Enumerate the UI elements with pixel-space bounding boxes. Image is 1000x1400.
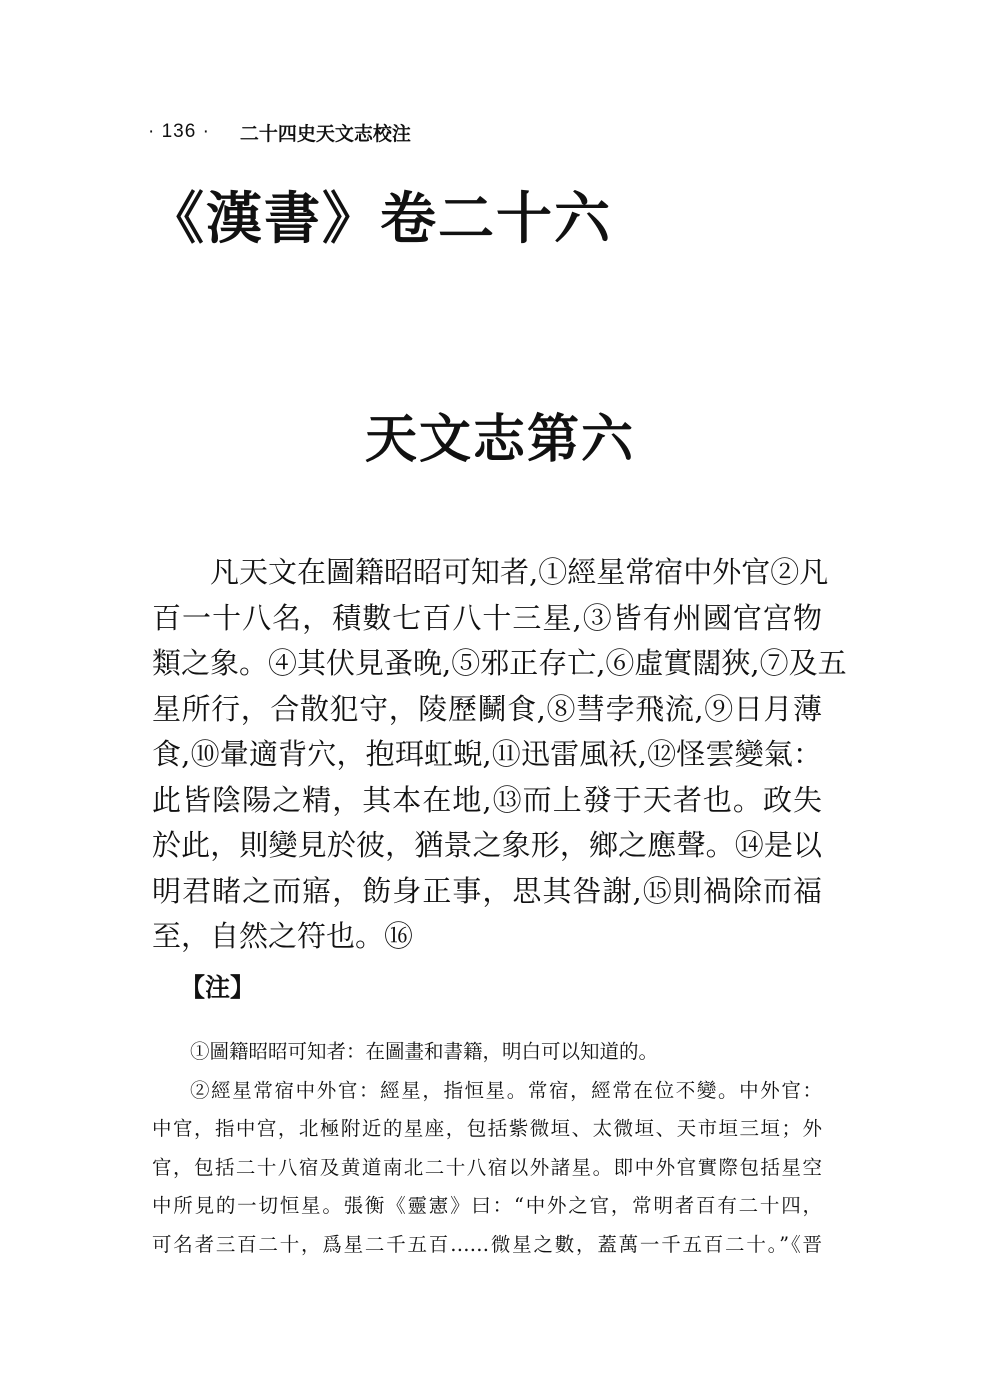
notes-heading: 【注】 (180, 973, 256, 1002)
page-number: · 136 · (148, 121, 210, 142)
main-text-line: 至，自然之符也。⑯ (152, 919, 414, 953)
main-text (152, 550, 847, 960)
book-title: 二十四史天文志校注 (239, 122, 411, 145)
note-line: ②經星常宿中外官：經星，指恒星。常宿，經常在位不變。中外官： (190, 1078, 822, 1102)
note-line: 中官，指中宫，北極附近的星座，包括紫微垣、太微垣、天市垣三垣；外 (152, 1117, 822, 1140)
main-text-line: 類之象。④其伏見蚤晚,⑤邪正存亡,⑥虛實闊狹,⑦及五 (152, 646, 847, 680)
main-text-line: 此皆陰陽之精，其本在地,⑬而上發于天者也。政失 (152, 782, 822, 817)
main-text-line: 於此，則變見於彼，猶景之象形，鄉之應聲。⑭是以 (152, 828, 822, 862)
notes-section (152, 1033, 822, 1264)
note-line: 中所見的一切恒星。張衡《靈憲》曰：“中外之官，常明者百有二十四， (152, 1194, 822, 1217)
main-text-line: 明君睹之而寤，飭身正事，思其咎謝,⑮則禍除而福 (152, 873, 822, 908)
volume-title: 《漢書》卷二十六 (148, 187, 612, 252)
running-head (148, 116, 411, 148)
main-text-line: 星所行，合散犯守，陵歷鬭食,⑧彗孛飛流,⑨日月薄 (152, 691, 822, 726)
main-text-line: 凡天文在圖籍昭昭可知者,①經星常宿中外官②凡 (210, 555, 829, 589)
note-line: ①圖籍昭昭可知者：在圖畫和書籍，明白可以知道的。 (190, 1040, 659, 1063)
main-text-line: 食,⑩暈適背穴，抱珥虹蜺,⑪迅雷風袄,⑫怪雲變氣： (152, 737, 822, 771)
note-line: 可名者三百二十，爲星二千五百……微星之數，蓋萬一千五百二十。”《晋 (152, 1232, 822, 1256)
chapter-title: 天文志第六 (364, 409, 635, 470)
main-text-line: 百一十八名，積數七百八十三星,③皆有州國官宫物 (152, 600, 822, 635)
note-line: 官，包括二十八宿及黄道南北二十八宿以外諸星。即中外官實際包括星空 (152, 1155, 822, 1179)
